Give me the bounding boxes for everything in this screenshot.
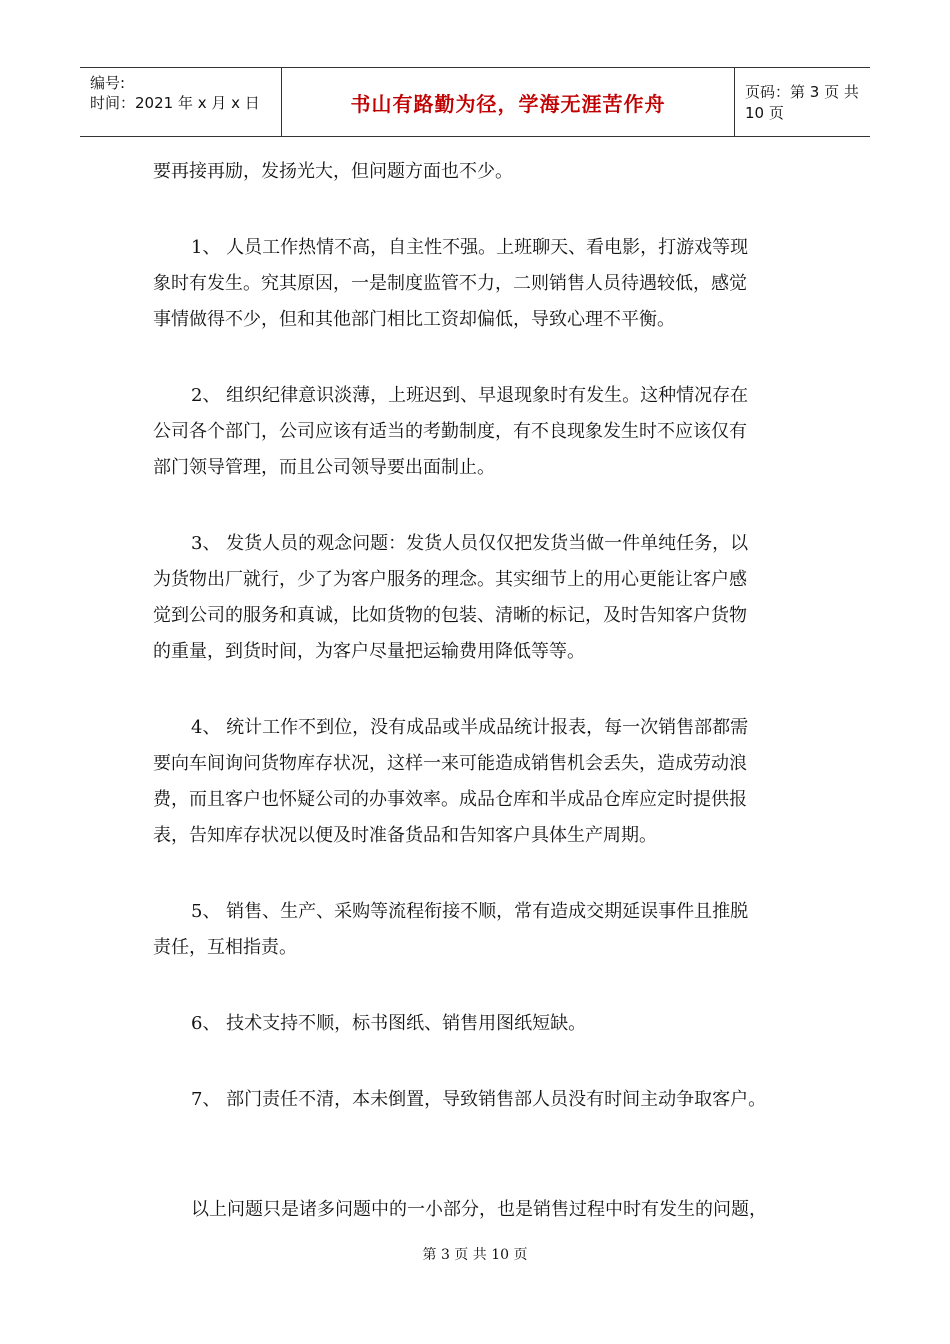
body-line: 以上问题只是诸多问题中的一小部分，也是销售过程中时有发生的问题，: [191, 1199, 767, 1220]
page-header: [80, 67, 870, 137]
document-date-label: 时间：2021 年 x 月 x 日: [90, 94, 260, 112]
body-line: 要再接再励，发扬光大，但问题方面也不少。: [153, 161, 513, 182]
header-meta: [80, 68, 280, 136]
body-line: 责任，互相指责。: [153, 937, 297, 958]
body-line: 2、 组织纪律意识淡薄，上班迟到、早退现象时有发生。这种情况存在: [191, 385, 749, 406]
body-line: 7、 部门责任不清，本未倒置，导致销售部人员没有时间主动争取客户。: [191, 1089, 767, 1110]
body-line: 5、 销售、生产、采购等流程衔接不顺，常有造成交期延误事件且推脱: [191, 901, 749, 922]
body-line: 表，告知库存状况以便及时准备货品和告知客户具体生产周期。: [153, 825, 657, 846]
body-line: 部门领导管理，而且公司领导要出面制止。: [153, 457, 495, 478]
body-line: 1、 人员工作热情不高，自主性不强。上班聊天、看电影，打游戏等现: [191, 237, 749, 258]
body-line: 公司各个部门，公司应该有适当的考勤制度，有不良现象发生时不应该仅有: [153, 421, 747, 442]
body-line: 象时有发生。究其原因，一是制度监管不力，二则销售人员待遇较低，感觉: [153, 273, 747, 294]
body-line: 6、 技术支持不顺，标书图纸、销售用图纸短缺。: [191, 1013, 587, 1034]
body-line: 费，而且客户也怀疑公司的办事效率。成品仓库和半成品仓库应定时提供报: [153, 789, 747, 810]
body-line: 3、 发货人员的观念问题：发货人员仅仅把发货当做一件单纯任务，以: [191, 533, 749, 554]
body-line: 为货物出厂就行，少了为客户服务的理念。其实细节上的用心更能让客户感: [153, 569, 747, 590]
body-line: 觉到公司的服务和真诚，比如货物的包装、清晰的标记，及时告知客户货物: [153, 605, 747, 626]
body-line: 事情做得不少，但和其他部门相比工资却偏低，导致心理不平衡。: [153, 309, 675, 330]
header-page-cell: [735, 68, 870, 136]
header-motto: 书山有路勤为径，学海无涯苦作舟: [350, 91, 666, 116]
document-number-label: 编号:: [90, 74, 126, 92]
header-page-number: 页码：第 3 页 共 10 页: [745, 83, 859, 122]
body-line: 4、 统计工作不到位，没有成品或半成品统计报表，每一次销售部都需: [191, 717, 749, 738]
body-line: 的重量，到货时间，为客户尽量把运输费用降低等等。: [153, 641, 585, 662]
header-motto-cell: [281, 68, 735, 136]
body-line: 要向车间询问货物库存状况，这样一来可能造成销售机会丢失，造成劳动浪: [153, 753, 747, 774]
page-footer: 第 3 页 共 10 页: [422, 1247, 528, 1263]
